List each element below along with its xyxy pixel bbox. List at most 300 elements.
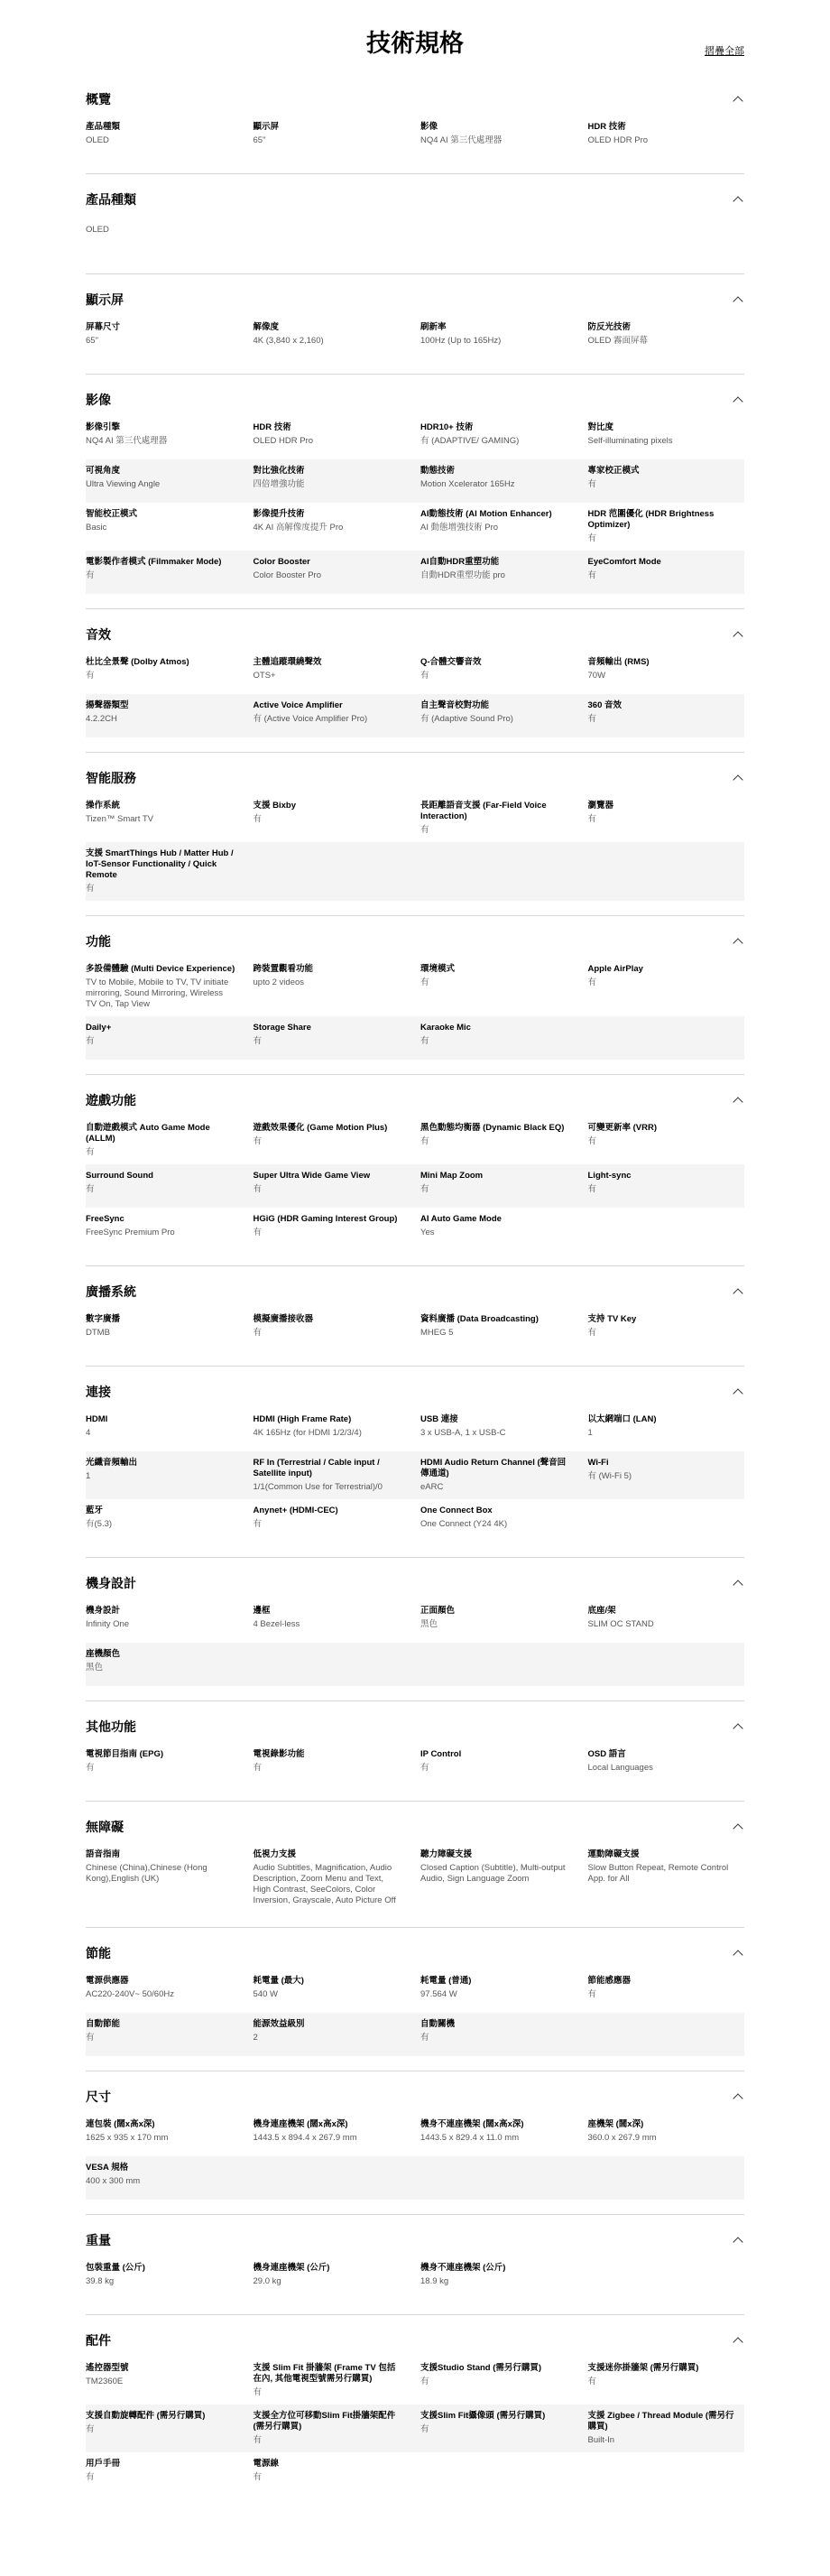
spec-item: [420, 122, 577, 153]
spec-value: 有: [253, 1328, 263, 1338]
chevron-up-icon[interactable]: [732, 1821, 744, 1833]
spec-row: [86, 2156, 744, 2200]
spec-item: [420, 509, 577, 544]
spec-label: 底座/架: [587, 1606, 616, 1616]
chevron-up-icon[interactable]: [732, 93, 744, 106]
spec-row: [86, 1969, 744, 2013]
spec-item: [588, 1849, 745, 1906]
chevron-up-icon[interactable]: [732, 193, 744, 206]
spec-label: 機身設計: [86, 1606, 121, 1616]
spec-row: [86, 2013, 744, 2056]
spec-label: HDMI Audio Return Channel (聲音回傳通道): [420, 1458, 567, 1478]
spec-value: 1625 x 935 x 170 mm: [86, 2133, 169, 2143]
spec-label: FreeSync: [86, 1214, 124, 1224]
spec-value: 有: [420, 1136, 429, 1146]
spec-label: 邊框: [253, 1606, 271, 1616]
spec-label: Apple AirPlay: [587, 964, 643, 974]
spec-label: 自動節能: [86, 2019, 121, 2029]
spec-label: 動態技術: [420, 466, 456, 476]
spec-label: HGiG (HDR Gaming Interest Group): [253, 1214, 398, 1224]
spec-item: [588, 2411, 745, 2446]
section-title: 顯示屏: [86, 293, 124, 308]
spec-item: [588, 557, 745, 588]
spec-row: [86, 2256, 744, 2300]
spec-label: 連包裝 (闊x高x深): [86, 2119, 155, 2129]
spec-value: 有: [587, 2377, 597, 2386]
spec-item: [86, 466, 243, 496]
spec-item: [588, 466, 745, 496]
spec-label: 杜比全景聲 (Dolby Atmos): [86, 657, 189, 667]
spec-item: [86, 657, 243, 688]
spec-item: [254, 1606, 410, 1636]
spec-item: [254, 509, 410, 544]
spec-item: [86, 1606, 243, 1636]
spec-label: Storage Share: [253, 1023, 311, 1033]
section-header[interactable]: [86, 190, 744, 208]
spec-label: Wi-Fi: [587, 1458, 609, 1468]
section-title: 節能: [86, 1947, 111, 1961]
spec-label: 模擬廣播接收器: [253, 1314, 314, 1324]
spec-item: [86, 322, 243, 353]
spec-item: [86, 1314, 243, 1345]
spec-item: [254, 2411, 410, 2446]
spec-value: 70W: [587, 671, 606, 681]
spec-item: [420, 1123, 577, 1158]
spec-label: 語音指南: [86, 1849, 121, 1859]
spec-label: 正面顏色: [420, 1606, 456, 1616]
spec-label: IP Control: [420, 1749, 462, 1759]
spec-label: 刷新率: [420, 322, 447, 332]
section-header[interactable]: [86, 2088, 744, 2106]
spec-label: HDR10+ 技術: [420, 422, 474, 432]
spec-item: [420, 964, 577, 1010]
spec-row: [86, 651, 744, 694]
spec-row: [86, 1308, 744, 1351]
chevron-up-icon[interactable]: [732, 1385, 744, 1398]
spec-label: 能源效益級別: [253, 2019, 305, 2029]
spec-item: [86, 509, 243, 544]
spec-section: [86, 2071, 744, 2214]
spec-value: 有: [420, 2424, 429, 2434]
spec-item: [420, 2019, 577, 2050]
spec-value: 有: [420, 1763, 429, 1773]
spec-row: [86, 1743, 744, 1786]
section-header[interactable]: [86, 932, 744, 950]
spec-label: 機身連座機架 (闊x高x深): [253, 2119, 348, 2129]
spec-row: [86, 842, 744, 901]
spec-item: [254, 1749, 410, 1780]
spec-section: [86, 1366, 744, 1557]
section-header[interactable]: [86, 1818, 744, 1836]
spec-row: [86, 459, 744, 503]
chevron-up-icon[interactable]: [732, 1720, 744, 1733]
spec-item: [86, 1171, 243, 1201]
spec-label: 電視節目指南 (EPG): [86, 1749, 164, 1759]
spec-item: [588, 322, 745, 353]
spec-value: 有 (Active Voice Amplifier Pro): [253, 714, 368, 724]
spec-row: [86, 216, 744, 259]
spec-value: 4K (3,840 x 2,160): [253, 336, 324, 346]
spec-label: One Connect Box: [420, 1506, 493, 1515]
spec-item: [420, 1023, 577, 1053]
spec-label: 支援 Bixby: [253, 801, 297, 811]
spec-label: Light-sync: [587, 1171, 632, 1181]
spec-value: 4.2.2CH: [86, 714, 117, 724]
chevron-up-icon[interactable]: [732, 1947, 744, 1960]
spec-item: [86, 422, 243, 453]
spec-item: [420, 1506, 577, 1536]
spec-value: 有 (Adaptive Sound Pro): [420, 714, 513, 724]
spec-label: 支援 SmartThings Hub / Matter Hub / IoT-Sensor Functionality / Quick Remote: [86, 848, 234, 880]
chevron-up-icon[interactable]: [732, 1094, 744, 1107]
spec-label: 影像引擎: [86, 422, 121, 432]
spec-row: [86, 1208, 744, 1251]
spec-item: [254, 2019, 410, 2050]
spec-value: 360.0 x 267.9 mm: [587, 2133, 657, 2143]
spec-header: [86, 25, 744, 74]
spec-item: [588, 2119, 745, 2150]
spec-label: 環境模式: [420, 964, 456, 974]
section-title: 概覽: [86, 93, 111, 107]
spec-value: Built-In: [587, 2435, 615, 2445]
spec-row: [86, 694, 744, 737]
spec-item: [588, 964, 745, 1010]
spec-label: 瀏覽器: [587, 801, 614, 811]
spec-label: 智能校正模式: [86, 509, 138, 519]
spec-item: [588, 422, 745, 453]
spec-item: [588, 1606, 745, 1636]
spec-item: [86, 1849, 243, 1906]
spec-value: AC220-240V~ 50/60Hz: [86, 1989, 174, 1999]
spec-label: 多設備體驗 (Multi Device Experience): [86, 964, 235, 974]
section-header[interactable]: [86, 1383, 744, 1401]
spec-value: 1: [587, 1428, 593, 1438]
spec-value: Ultra Viewing Angle: [86, 479, 161, 489]
spec-value: upto 2 videos: [253, 978, 305, 987]
chevron-up-icon[interactable]: [732, 1577, 744, 1589]
spec-section: [86, 374, 744, 608]
section-title: 重量: [86, 2234, 111, 2248]
spec-value: 有: [587, 1328, 597, 1338]
section-header[interactable]: [86, 291, 744, 309]
spec-value: 有: [587, 533, 597, 543]
spec-value: NQ4 AI 第三代處理器: [86, 436, 168, 446]
spec-label: 屏幕尺寸: [86, 322, 121, 332]
spec-item: [420, 1214, 577, 1245]
chevron-up-icon[interactable]: [732, 1285, 744, 1298]
spec-value: 1/1(Common Use for Terrestrial)/0: [253, 1482, 383, 1492]
chevron-up-icon[interactable]: [732, 394, 744, 406]
spec-item: [588, 801, 745, 836]
spec-item: [254, 1414, 410, 1445]
spec-value: 有: [86, 2472, 95, 2482]
spec-item: [254, 700, 410, 731]
spec-value: 有: [86, 1036, 95, 1046]
spec-value: 29.0 kg: [253, 2276, 281, 2286]
spec-value: 有: [253, 1036, 263, 1046]
spec-label: 運動障礙支援: [587, 1849, 640, 1859]
spec-item: [86, 557, 243, 588]
spec-label: EyeComfort Mode: [587, 557, 661, 567]
spec-row: [86, 2113, 744, 2156]
spec-label: 對比度: [587, 422, 614, 432]
section-header[interactable]: [86, 1944, 744, 1962]
spec-label: 資料廣播 (Data Broadcasting): [420, 1314, 539, 1324]
chevron-up-icon[interactable]: [732, 2090, 744, 2103]
section-header[interactable]: [86, 625, 744, 644]
spec-label: 包裝重量 (公斤): [86, 2263, 145, 2273]
spec-label: Active Voice Amplifier: [253, 700, 343, 710]
spec-section: [86, 608, 744, 752]
spec-item: [420, 2119, 577, 2150]
spec-row: [86, 1016, 744, 1060]
spec-item: [420, 1976, 577, 2006]
spec-value: 有: [86, 1184, 95, 1194]
spec-label: AI Auto Game Mode: [420, 1214, 502, 1224]
spec-item: [588, 1171, 745, 1201]
spec-value: 有: [86, 1147, 95, 1157]
spec-item: [420, 1849, 577, 1906]
spec-item: [86, 222, 243, 253]
section-header[interactable]: [86, 1283, 744, 1301]
spec-value: MHEG 5: [420, 1328, 454, 1338]
spec-label: AI自動HDR重塑功能: [420, 557, 500, 567]
spec-value: 1: [86, 1471, 91, 1481]
spec-value: FreeSync Premium Pro: [86, 1228, 175, 1237]
spec-label: Daily+: [86, 1023, 112, 1033]
spec-item: [588, 1314, 745, 1345]
spec-label: HDMI: [86, 1414, 108, 1424]
spec-label: 跨裝置觀看功能: [253, 964, 314, 974]
spec-label: 影像: [420, 122, 438, 132]
spec-section: [86, 1557, 744, 1700]
spec-value: Closed Caption (Subtitle), Multi-output Audio, Sign Language Zoom: [420, 1863, 566, 1884]
section-header[interactable]: [86, 2331, 744, 2349]
section-title: 尺寸: [86, 2090, 111, 2105]
spec-item: [420, 1314, 577, 1345]
spec-value: OTS+: [253, 671, 276, 681]
spec-item: [420, 422, 577, 453]
spec-item: [588, 1749, 745, 1780]
spec-value: 1443.5 x 894.4 x 267.9 mm: [253, 2133, 357, 2143]
spec-item: [254, 2459, 410, 2489]
spec-item: [254, 1976, 410, 2006]
spec-item: [86, 2119, 243, 2150]
spec-item: [86, 801, 243, 836]
spec-value: 1443.5 x 829.4 x 11.0 mm: [420, 2133, 520, 2143]
spec-label: 遊戲效果優化 (Game Motion Plus): [253, 1123, 388, 1133]
spec-value: OLED: [86, 135, 109, 145]
page-title: 技術規格: [366, 30, 464, 58]
chevron-up-icon[interactable]: [732, 2334, 744, 2347]
spec-item: [86, 2363, 243, 2398]
section-header[interactable]: [86, 1091, 744, 1109]
spec-item: [588, 122, 745, 153]
spec-item: [420, 2411, 577, 2446]
spec-label: 支援自動旋轉配件 (需另行購買): [86, 2411, 206, 2421]
section-header[interactable]: [86, 90, 744, 108]
spec-value: 四倍增強功能: [253, 479, 305, 489]
spec-value: 39.8 kg: [86, 2276, 115, 2286]
spec-label: 可變更新率 (VRR): [587, 1123, 658, 1133]
spec-value: Slow Button Repeat, Remote Control App. for All: [587, 1863, 729, 1884]
spec-label: 自動關機: [420, 2019, 456, 2029]
spec-value: 有: [86, 2424, 95, 2434]
spec-item: [420, 1458, 577, 1493]
spec-label: Anynet+ (HDMI-CEC): [253, 1506, 338, 1515]
spec-item: [86, 1123, 243, 1158]
spec-value: Local Languages: [587, 1763, 653, 1773]
spec-row: [86, 1643, 744, 1686]
spec-value: 有: [420, 978, 429, 987]
spec-label: 解像度: [253, 322, 280, 332]
spec-value: 4: [86, 1428, 91, 1438]
section-header[interactable]: [86, 2231, 744, 2249]
spec-section: [86, 2214, 744, 2314]
spec-label: 揚聲器類型: [86, 700, 129, 710]
spec-value: TV to Mobile, Mobile to TV, TV initiate mirroring, Sound Mirroring, Wireless TV On, Tap View: [86, 978, 229, 1009]
spec-section: [86, 1801, 744, 1927]
spec-label: OSD 語言: [587, 1749, 626, 1759]
spec-item: [86, 2411, 243, 2446]
spec-item: [254, 322, 410, 353]
spec-value: 有: [253, 1763, 263, 1773]
spec-value: Yes: [420, 1228, 435, 1237]
spec-item: [86, 848, 243, 894]
spec-label: Color Booster: [253, 557, 310, 567]
spec-item: [254, 1214, 410, 1245]
spec-item: [588, 1976, 745, 2006]
spec-label: USB 連接: [420, 1414, 458, 1424]
spec-label: 電視錄影功能: [253, 1749, 305, 1759]
spec-label: 可視角度: [86, 466, 121, 476]
spec-section: [86, 173, 744, 273]
spec-label: 機身不連座機架 (公斤): [420, 2263, 506, 2273]
spec-section: [86, 1927, 744, 2071]
spec-label: Karaoke Mic: [420, 1023, 471, 1033]
spec-label: 360 音效: [587, 700, 622, 710]
spec-value: 540 W: [253, 1989, 278, 1999]
spec-item: [420, 1749, 577, 1780]
spec-value: 有: [253, 1136, 263, 1146]
section-header[interactable]: [86, 391, 744, 409]
chevron-up-icon[interactable]: [732, 293, 744, 306]
spec-row: [86, 1164, 744, 1208]
spec-label: 支援全方位可移動Slim Fit掛牆架配件 (需另行購買): [253, 2411, 396, 2432]
spec-item: [86, 964, 243, 1010]
spec-label: Mini Map Zoom: [420, 1171, 484, 1181]
spec-value: 2: [253, 2033, 258, 2043]
spec-value: SLIM OC STAND: [587, 1619, 654, 1629]
spec-section: [86, 2314, 744, 2510]
spec-item: [86, 2263, 243, 2293]
spec-label: 聽力障礙支援: [420, 1849, 473, 1859]
spec-row: [86, 1843, 744, 1913]
spec-label: 支援 Zigbee / Thread Module (需另行購買): [587, 2411, 734, 2432]
spec-item: [254, 1314, 410, 1345]
spec-label: 座機顏色: [86, 1649, 121, 1659]
spec-value: TM2360E: [86, 2377, 124, 2386]
spec-value: 有: [587, 978, 597, 987]
spec-label: HDR 技術: [587, 122, 626, 132]
spec-label: 音頻輸出 (RMS): [587, 657, 650, 667]
chevron-up-icon[interactable]: [732, 628, 744, 641]
spec-value: DTMB: [86, 1328, 110, 1338]
spec-label: 用戶手冊: [86, 2459, 121, 2469]
spec-label: 電源線: [253, 2459, 280, 2469]
spec-section: [86, 1074, 744, 1265]
spec-item: [254, 2119, 410, 2150]
spec-value: 有: [86, 671, 95, 681]
spec-value: OLED: [86, 225, 109, 235]
spec-label: 耗電量 (普通): [420, 1976, 472, 1986]
spec-label: 支援Slim Fit攝像頭 (需另行購買): [420, 2411, 546, 2421]
spec-sections: [86, 74, 744, 2510]
spec-item: [588, 700, 745, 731]
spec-value: 有: [86, 1763, 95, 1773]
spec-value: 有: [253, 2472, 263, 2482]
spec-label: 自動遊戲模式 Auto Game Mode (ALLM): [86, 1123, 210, 1144]
spec-item: [86, 1023, 243, 1053]
spec-value: 有: [86, 570, 95, 580]
spec-item: [420, 700, 577, 731]
spec-item: [420, 657, 577, 688]
chevron-up-icon[interactable]: [732, 2234, 744, 2247]
chevron-up-icon[interactable]: [732, 772, 744, 784]
spec-item: [254, 1506, 410, 1536]
section-title: 廣播系統: [86, 1285, 136, 1300]
spec-row: [86, 958, 744, 1016]
spec-value: OLED HDR Pro: [587, 135, 649, 145]
spec-row: [86, 1499, 744, 1543]
spec-value: 有: [253, 1519, 263, 1529]
section-title: 配件: [86, 2334, 111, 2349]
spec-item: [254, 801, 410, 836]
spec-row: [86, 2405, 744, 2452]
spec-value: 有: [253, 814, 263, 824]
spec-value: One Connect (Y24 4K): [420, 1519, 508, 1529]
spec-item: [588, 1458, 745, 1493]
section-title: 功能: [86, 935, 111, 950]
spec-value: 有: [420, 671, 429, 681]
spec-value: 4K 165Hz (for HDMI 1/2/3/4): [253, 1428, 362, 1438]
spec-value: Infinity One: [86, 1619, 130, 1629]
collapse-all-link[interactable]: 摺疊全部: [705, 46, 744, 57]
chevron-up-icon[interactable]: [732, 935, 744, 948]
section-header[interactable]: [86, 1574, 744, 1592]
spec-label: HDR 范圍優化 (HDR Brightness Optimizer): [587, 509, 715, 530]
section-header[interactable]: [86, 769, 744, 787]
spec-item: [420, 1606, 577, 1636]
spec-value: Chinese (China),Chinese (Hong Kong),English (UK): [86, 1863, 208, 1884]
section-header[interactable]: [86, 1718, 744, 1736]
spec-item: [254, 122, 410, 153]
spec-label: 節能感應器: [587, 1976, 632, 1986]
spec-value: 有(5.3): [86, 1519, 113, 1529]
spec-item: [86, 122, 243, 153]
spec-row: [86, 1451, 744, 1499]
spec-label: 電源供應器: [86, 1976, 129, 1986]
spec-value: AI 動態增強技術 Pro: [420, 523, 499, 533]
spec-item: [254, 2263, 410, 2293]
spec-value: eARC: [420, 1482, 444, 1492]
spec-row: [86, 794, 744, 842]
spec-label: 產品種類: [86, 122, 121, 132]
spec-label: 耗電量 (最大): [253, 1976, 304, 1986]
section-title: 無障礙: [86, 1821, 124, 1835]
spec-label: 專家校正模式: [587, 466, 640, 476]
spec-row: [86, 2357, 744, 2405]
